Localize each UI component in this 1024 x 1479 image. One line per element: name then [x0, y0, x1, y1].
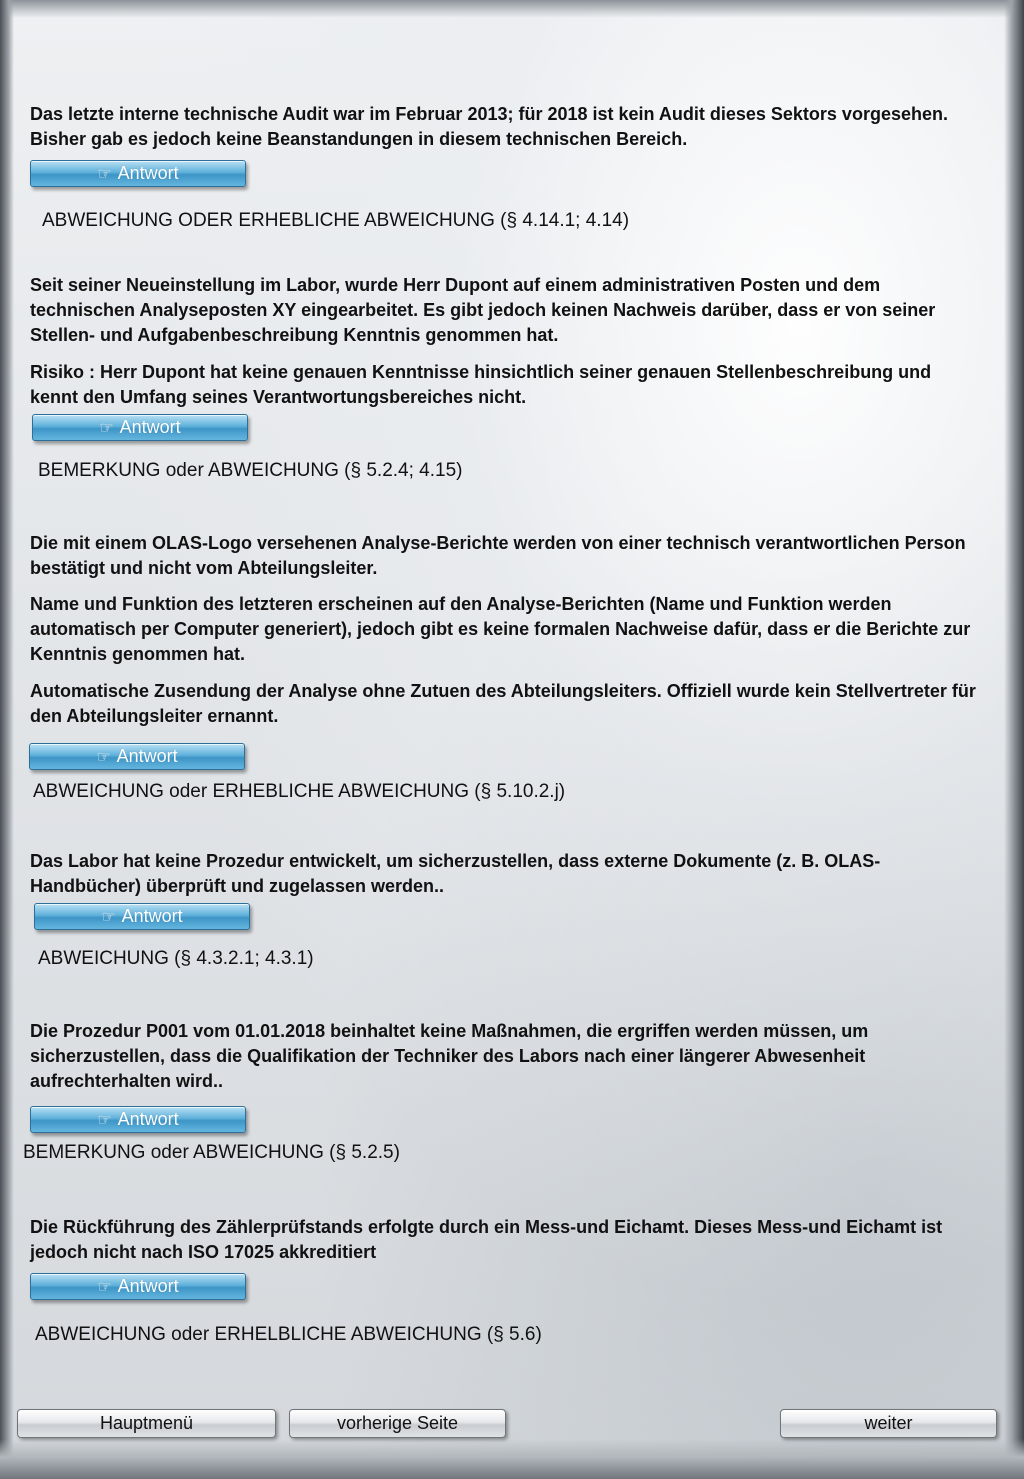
- finding-text: Automatische Zusendung der Analyse ohne Zutuen des Abteilungsleiters. Offiziell wurde kein Stellvertreter für den Abteilungsleiter ernannt.: [30, 681, 976, 726]
- pointing-hand-icon: ☞: [96, 749, 111, 766]
- classification-text: ABWEICHUNG oder ERHELBLICHE ABWEICHUNG (§ 5.6): [35, 1324, 542, 1345]
- pointing-hand-icon: ☞: [97, 1279, 112, 1296]
- answer-button-label: Antwort: [117, 1109, 179, 1129]
- answer-button[interactable]: [32, 414, 248, 441]
- window-frame-top: [0, 0, 1024, 18]
- classification-text: ABWEICHUNG (§ 4.3.2.1; 4.3.1): [38, 948, 314, 969]
- finding-text: Die Prozedur P001 vom 01.01.2018 beinhaltet keine Maßnahmen, die ergriffen werden müssen, um sicherzustellen, dass die Qualifikation der Techniker des Labors nach einer längerer Abwesenheit aufrechterhalten wird..: [30, 1021, 869, 1091]
- finding-text: Seit seiner Neueinstellung im Labor, wurde Herr Dupont auf einem administrativen Posten und dem technischen Analyseposten XY eingearbeitet. Es gibt jedoch keinen Nachweis darüber, dass er von seiner Stellen- und Aufgabenbeschreibung Kenntnis genommen hat.: [30, 275, 936, 345]
- finding-text: Die Rückführung des Zählerprüfstands erfolgte durch ein Mess-und Eichamt. Dieses Mess-und Eichamt ist jedoch nicht nach ISO 17025 akkreditiert: [30, 1217, 943, 1262]
- pointing-hand-icon: ☞: [99, 420, 114, 437]
- classification-text: ABWEICHUNG ODER ERHEBLICHE ABWEICHUNG (§ 4.14.1; 4.14): [42, 210, 630, 231]
- finding-text: Die mit einem OLAS-Logo versehenen Analyse-Berichte werden von einer technisch verantwortlichen Person bestätigt und nicht vom Abteilungsleiter.: [30, 533, 966, 578]
- pointing-hand-icon: ☞: [101, 909, 116, 926]
- answer-button[interactable]: [30, 1106, 246, 1133]
- answer-button-label: Antwort: [119, 417, 181, 437]
- answer-button[interactable]: [30, 1273, 246, 1300]
- answer-button-label: Antwort: [117, 163, 179, 183]
- answer-button[interactable]: [30, 160, 246, 187]
- window-frame-bottom: [0, 1439, 1024, 1479]
- classification-text: ABWEICHUNG oder ERHEBLICHE ABWEICHUNG (§ 5.10.2.j): [33, 781, 566, 802]
- finding-text: Name und Funktion des letzteren erscheinen auf den Analyse-Berichten (Name und Funktion werden automatisch per Computer generiert), jedoch gibt es keine formalen Nachweise dafür, dass er die Berichte zur Kenntnis genommen hat.: [30, 594, 971, 664]
- classification-text: BEMERKUNG oder ABWEICHUNG (§ 5.2.5): [23, 1142, 400, 1163]
- answer-button[interactable]: [29, 743, 245, 770]
- next-button[interactable]: weiter: [780, 1409, 997, 1438]
- pointing-hand-icon: ☞: [97, 166, 112, 183]
- window-frame-left: [0, 0, 14, 1479]
- previous-page-button[interactable]: vorherige Seite: [289, 1409, 506, 1438]
- finding-text: Das letzte interne technische Audit war im Februar 2013; für 2018 ist kein Audit dieses Sektors vorgesehen. Bisher gab es jedoch keine Beanstandungen in diesem technischen Bereich.: [30, 104, 948, 149]
- pointing-hand-icon: ☞: [97, 1112, 112, 1129]
- risk-text: Risiko : Herr Dupont hat keine genauen Kenntnisse hinsichtlich seiner genauen Stellenbeschreibung und kennt den Umfang seines Verantwortungsbereiches nicht.: [30, 362, 932, 407]
- finding-text: Das Labor hat keine Prozedur entwickelt, um sicherzustellen, dass externe Dokumente (z. B. OLAS-Handbücher) überprüft und zugelassen werden..: [30, 851, 881, 896]
- answer-button-label: Antwort: [117, 1276, 179, 1296]
- window-frame-right: [1004, 0, 1024, 1479]
- main-menu-button[interactable]: Hauptmenü: [17, 1409, 276, 1438]
- answer-button-label: Antwort: [116, 746, 178, 766]
- classification-text: BEMERKUNG oder ABWEICHUNG (§ 5.2.4; 4.15): [38, 460, 463, 481]
- answer-button[interactable]: [34, 903, 250, 930]
- answer-button-label: Antwort: [121, 906, 183, 926]
